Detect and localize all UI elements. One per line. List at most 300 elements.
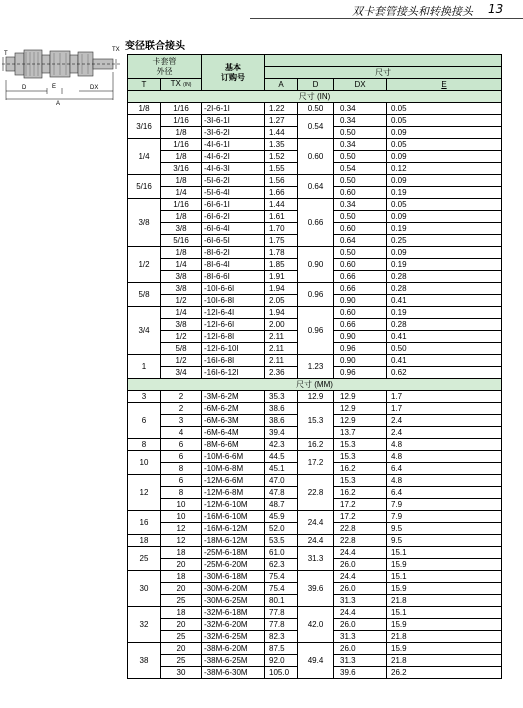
cell-a: 2.11 — [265, 331, 298, 343]
cell-order-number: -6M-6-2M — [202, 403, 265, 415]
cell-order-number: -38M-6-20M — [202, 643, 265, 655]
cell-e: 15.9 — [387, 619, 502, 631]
cell-order-number: -8I-6-2I — [202, 247, 265, 259]
cell-order-number: -6M-6-4M — [202, 427, 265, 439]
cell-order-number: -10M-6-8M — [202, 463, 265, 475]
cell-tx: 3/16 — [161, 163, 202, 175]
table-row — [128, 175, 502, 187]
cell-e: 0.25 — [387, 235, 502, 247]
cell-dx: 31.3 — [334, 655, 387, 667]
cell-dx: 0.34 — [334, 139, 387, 151]
header-blank — [265, 55, 502, 67]
cell-order-number: -30M-6-18M — [202, 571, 265, 583]
cell-dx: 15.3 — [334, 451, 387, 463]
cell-e: 0.28 — [387, 319, 502, 331]
cell-tx: 25 — [161, 631, 202, 643]
cell-e: 0.28 — [387, 283, 502, 295]
unit-section-label: 尺寸 (MM) — [128, 379, 502, 391]
cell-order-number: -5I-6-4I — [202, 187, 265, 199]
cell-e: 6.4 — [387, 487, 502, 499]
cell-tx: 1/8 — [161, 247, 202, 259]
cell-e: 26.2 — [387, 667, 502, 679]
cell-d: 31.3 — [298, 547, 334, 571]
cell-order-number: -16M-6-10M — [202, 511, 265, 523]
cell-dx: 15.3 — [334, 475, 387, 487]
cell-order-number: -12I-6-10I — [202, 343, 265, 355]
label-t: T — [4, 51, 8, 57]
cell-a: 75.4 — [265, 571, 298, 583]
unit-section-row — [128, 379, 502, 391]
cell-t: 12 — [128, 475, 161, 511]
cell-dx: 31.3 — [334, 595, 387, 607]
section-title: 变径联合接头 — [125, 41, 185, 52]
cell-t: 38 — [128, 643, 161, 679]
cell-dx: 16.2 — [334, 463, 387, 475]
cell-tx: 1/4 — [161, 259, 202, 271]
cell-a: 87.5 — [265, 643, 298, 655]
cell-e: 1.7 — [387, 391, 502, 403]
cell-dx: 0.66 — [334, 319, 387, 331]
cell-a: 105.0 — [265, 667, 298, 679]
cell-dx: 26.0 — [334, 619, 387, 631]
cell-dx: 31.3 — [334, 631, 387, 643]
header-tx — [161, 79, 202, 91]
cell-dx: 0.50 — [334, 175, 387, 187]
cell-a: 1.52 — [265, 151, 298, 163]
cell-a: 1.27 — [265, 115, 298, 127]
cell-tx: 1/16 — [161, 103, 202, 115]
cell-a: 1.70 — [265, 223, 298, 235]
header-dx: DX — [334, 79, 387, 91]
cell-e: 15.9 — [387, 583, 502, 595]
cell-t: 3 — [128, 391, 161, 403]
label-tx: TX — [112, 47, 120, 53]
cell-a: 44.5 — [265, 451, 298, 463]
cell-order-number: -3M-6-2M — [202, 391, 265, 403]
header-t: T — [128, 79, 161, 91]
cell-order-number: -3I-6-1I — [202, 115, 265, 127]
cell-dx: 15.3 — [334, 439, 387, 451]
header-ferrule-od: 卡套管 外径 — [128, 55, 202, 79]
cell-d: 17.2 — [298, 451, 334, 475]
cell-dx: 12.9 — [334, 403, 387, 415]
cell-tx: 1/2 — [161, 295, 202, 307]
cell-e: 15.1 — [387, 607, 502, 619]
cell-order-number: -2I-6-1I — [202, 103, 265, 115]
cell-dx: 0.66 — [334, 271, 387, 283]
cell-order-number: -12M-6-6M — [202, 475, 265, 487]
cell-d: 0.60 — [298, 139, 334, 175]
cell-e: 0.09 — [387, 211, 502, 223]
cell-e: 9.5 — [387, 523, 502, 535]
table-row — [128, 475, 502, 487]
cell-dx: 24.4 — [334, 547, 387, 559]
cell-e: 7.9 — [387, 499, 502, 511]
cell-a: 80.1 — [265, 595, 298, 607]
cell-d: 1.23 — [298, 355, 334, 379]
cell-dx: 0.34 — [334, 199, 387, 211]
cell-dx: 0.54 — [334, 163, 387, 175]
table-row — [128, 511, 502, 523]
cell-e: 0.62 — [387, 367, 502, 379]
cell-order-number: -25M-6-20M — [202, 559, 265, 571]
cell-e: 9.5 — [387, 535, 502, 547]
cell-e: 15.1 — [387, 547, 502, 559]
cell-e: 4.8 — [387, 475, 502, 487]
page-header — [0, 0, 523, 22]
cell-order-number: -12I-6-8I — [202, 331, 265, 343]
cell-a: 53.5 — [265, 535, 298, 547]
cell-a: 38.6 — [265, 403, 298, 415]
cell-t: 1/8 — [128, 103, 161, 115]
table-row — [128, 439, 502, 451]
cell-tx: 1/2 — [161, 355, 202, 367]
cell-dx: 0.60 — [334, 223, 387, 235]
cell-a: 39.4 — [265, 427, 298, 439]
cell-d: 0.96 — [298, 283, 334, 307]
cell-e: 7.9 — [387, 511, 502, 523]
cell-dx: 0.34 — [334, 103, 387, 115]
cell-tx: 1/16 — [161, 115, 202, 127]
cell-tx: 1/8 — [161, 127, 202, 139]
table-row — [128, 535, 502, 547]
cell-dx: 24.4 — [334, 607, 387, 619]
cell-t: 1/2 — [128, 247, 161, 283]
cell-tx: 3 — [161, 415, 202, 427]
cell-t: 16 — [128, 511, 161, 535]
table-row — [128, 283, 502, 295]
reducing-union-table — [127, 54, 502, 679]
cell-order-number: -18M-6-12M — [202, 535, 265, 547]
cell-tx: 18 — [161, 607, 202, 619]
label-d: D — [22, 85, 27, 91]
cell-dx: 12.9 — [334, 391, 387, 403]
cell-dx: 22.8 — [334, 523, 387, 535]
cell-d: 39.6 — [298, 571, 334, 607]
cell-a: 35.3 — [265, 391, 298, 403]
cell-a: 52.0 — [265, 523, 298, 535]
cell-order-number: -4I-6-2I — [202, 151, 265, 163]
cell-e: 15.1 — [387, 571, 502, 583]
cell-d: 0.66 — [298, 199, 334, 247]
table-body — [128, 91, 502, 679]
cell-tx: 3/8 — [161, 319, 202, 331]
cell-dx: 26.0 — [334, 583, 387, 595]
cell-a: 2.00 — [265, 319, 298, 331]
cell-d: 0.96 — [298, 307, 334, 355]
cell-dx: 16.2 — [334, 487, 387, 499]
cell-dx: 0.34 — [334, 115, 387, 127]
cell-d: 42.0 — [298, 607, 334, 643]
cell-tx: 20 — [161, 643, 202, 655]
table-row — [128, 139, 502, 151]
cell-tx: 3/8 — [161, 271, 202, 283]
cell-order-number: -16I-6-12I — [202, 367, 265, 379]
cell-d: 49.4 — [298, 643, 334, 679]
cell-a: 2.11 — [265, 343, 298, 355]
label-e: E — [52, 84, 57, 90]
cell-t: 32 — [128, 607, 161, 643]
cell-a: 2.05 — [265, 295, 298, 307]
table-row — [128, 307, 502, 319]
cell-order-number: -6I-6-4I — [202, 223, 265, 235]
cell-tx: 10 — [161, 511, 202, 523]
cell-d: 24.4 — [298, 511, 334, 535]
cell-e: 0.19 — [387, 307, 502, 319]
cell-dx: 0.64 — [334, 235, 387, 247]
cell-tx: 2 — [161, 391, 202, 403]
cell-tx: 18 — [161, 547, 202, 559]
cell-t: 1 — [128, 355, 161, 379]
cell-e: 0.19 — [387, 259, 502, 271]
cell-order-number: -8I-6-6I — [202, 271, 265, 283]
header-tx-unit: (IN) — [183, 82, 192, 88]
cell-e: 0.05 — [387, 115, 502, 127]
cell-a: 1.78 — [265, 247, 298, 259]
table-row — [128, 607, 502, 619]
cell-tx: 8 — [161, 487, 202, 499]
cell-d: 0.90 — [298, 247, 334, 283]
cell-tx: 18 — [161, 571, 202, 583]
cell-e: 4.8 — [387, 451, 502, 463]
table-row — [128, 571, 502, 583]
cell-a: 1.66 — [265, 187, 298, 199]
cell-e: 2.4 — [387, 427, 502, 439]
cell-a: 47.0 — [265, 475, 298, 487]
cell-d: 22.8 — [298, 475, 334, 511]
cell-tx: 25 — [161, 655, 202, 667]
cell-a: 45.9 — [265, 511, 298, 523]
cell-a: 62.3 — [265, 559, 298, 571]
cell-e: 15.9 — [387, 643, 502, 655]
cell-tx: 3/8 — [161, 223, 202, 235]
cell-e: 0.09 — [387, 247, 502, 259]
cell-e: 0.09 — [387, 175, 502, 187]
table-row — [128, 391, 502, 403]
cell-e: 1.7 — [387, 403, 502, 415]
cell-a: 1.44 — [265, 199, 298, 211]
table-row — [128, 247, 502, 259]
cell-e: 0.09 — [387, 151, 502, 163]
cell-tx: 20 — [161, 559, 202, 571]
cell-t: 5/8 — [128, 283, 161, 307]
cell-a: 1.61 — [265, 211, 298, 223]
header-e: E — [387, 79, 502, 91]
table-header — [128, 55, 502, 91]
cell-order-number: -5I-6-2I — [202, 175, 265, 187]
cell-dx: 26.0 — [334, 559, 387, 571]
table-row — [128, 199, 502, 211]
fitting-diagram — [2, 44, 124, 106]
cell-tx: 3/4 — [161, 367, 202, 379]
cell-order-number: -30M-6-25M — [202, 595, 265, 607]
page-number: 13 — [488, 2, 504, 16]
table-row — [128, 103, 502, 115]
cell-order-number: -25M-6-18M — [202, 547, 265, 559]
cell-a: 1.35 — [265, 139, 298, 151]
cell-dx: 26.0 — [334, 643, 387, 655]
cell-tx: 20 — [161, 583, 202, 595]
header-dimensions: 尺寸 — [265, 67, 502, 79]
cell-order-number: -8M-6-6M — [202, 439, 265, 451]
cell-order-number: -10I-6-6I — [202, 283, 265, 295]
cell-dx: 0.90 — [334, 355, 387, 367]
cell-e: 0.12 — [387, 163, 502, 175]
cell-order-number: -32M-6-18M — [202, 607, 265, 619]
cell-dx: 0.66 — [334, 283, 387, 295]
cell-dx: 0.60 — [334, 259, 387, 271]
cell-d: 24.4 — [298, 535, 334, 547]
cell-t: 8 — [128, 439, 161, 451]
cell-tx: 1/16 — [161, 199, 202, 211]
cell-a: 42.3 — [265, 439, 298, 451]
cell-e: 6.4 — [387, 463, 502, 475]
cell-order-number: -10I-6-8I — [202, 295, 265, 307]
cell-e: 21.8 — [387, 655, 502, 667]
cell-order-number: -12M-6-10M — [202, 499, 265, 511]
cell-a: 82.3 — [265, 631, 298, 643]
cell-e: 0.41 — [387, 355, 502, 367]
cell-e: 0.19 — [387, 187, 502, 199]
cell-tx: 1/16 — [161, 139, 202, 151]
cell-tx: 30 — [161, 667, 202, 679]
cell-tx: 10 — [161, 499, 202, 511]
cell-tx: 1/8 — [161, 175, 202, 187]
cell-tx: 1/4 — [161, 187, 202, 199]
cell-order-number: -32M-6-25M — [202, 631, 265, 643]
cell-t: 18 — [128, 535, 161, 547]
cell-dx: 0.96 — [334, 367, 387, 379]
cell-d: 0.54 — [298, 115, 334, 139]
cell-tx: 12 — [161, 523, 202, 535]
cell-dx: 17.2 — [334, 511, 387, 523]
cell-a: 77.8 — [265, 607, 298, 619]
cell-t: 3/4 — [128, 307, 161, 355]
cell-dx: 22.8 — [334, 535, 387, 547]
cell-a: 2.36 — [265, 367, 298, 379]
table-row — [128, 547, 502, 559]
cell-dx: 12.9 — [334, 415, 387, 427]
cell-order-number: -6I-6-2I — [202, 211, 265, 223]
cell-order-number: -16M-6-12M — [202, 523, 265, 535]
cell-e: 4.8 — [387, 439, 502, 451]
cell-a: 38.6 — [265, 415, 298, 427]
cell-d: 0.64 — [298, 175, 334, 199]
cell-e: 0.05 — [387, 103, 502, 115]
cell-dx: 0.90 — [334, 331, 387, 343]
cell-tx: 3/8 — [161, 283, 202, 295]
cell-a: 92.0 — [265, 655, 298, 667]
table-row — [128, 403, 502, 415]
cell-dx: 0.60 — [334, 187, 387, 199]
cell-d: 16.2 — [298, 439, 334, 451]
cell-a: 1.94 — [265, 283, 298, 295]
cell-t: 5/16 — [128, 175, 161, 199]
cell-dx: 0.50 — [334, 247, 387, 259]
cell-tx: 2 — [161, 403, 202, 415]
cell-dx: 0.50 — [334, 127, 387, 139]
cell-dx: 13.7 — [334, 427, 387, 439]
cell-tx: 6 — [161, 451, 202, 463]
cell-tx: 6 — [161, 475, 202, 487]
cell-a: 45.1 — [265, 463, 298, 475]
cell-t: 30 — [128, 571, 161, 607]
cell-a: 75.4 — [265, 583, 298, 595]
cell-e: 21.8 — [387, 631, 502, 643]
label-dx: DX — [90, 85, 99, 91]
cell-order-number: -38M-6-25M — [202, 655, 265, 667]
cell-dx: 17.2 — [334, 499, 387, 511]
cell-tx: 25 — [161, 595, 202, 607]
cell-e: 15.9 — [387, 559, 502, 571]
cell-dx: 0.50 — [334, 151, 387, 163]
table-row — [128, 115, 502, 127]
cell-d: 12.9 — [298, 391, 334, 403]
cell-tx: 4 — [161, 427, 202, 439]
cell-order-number: -6I-6-5I — [202, 235, 265, 247]
cell-e: 0.05 — [387, 139, 502, 151]
table-row — [128, 643, 502, 655]
cell-tx: 12 — [161, 535, 202, 547]
cell-order-number: -12I-6-6I — [202, 319, 265, 331]
cell-e: 21.8 — [387, 595, 502, 607]
cell-order-number: -3I-6-2I — [202, 127, 265, 139]
cell-e: 0.41 — [387, 295, 502, 307]
cell-dx: 39.6 — [334, 667, 387, 679]
cell-t: 25 — [128, 547, 161, 571]
cell-a: 1.56 — [265, 175, 298, 187]
cell-order-number: -6M-6-3M — [202, 415, 265, 427]
cell-order-number: -4I-6-3I — [202, 163, 265, 175]
cell-order-number: -16I-6-8I — [202, 355, 265, 367]
header-basic-order: 基本 订购号 — [202, 55, 265, 91]
cell-e: 0.05 — [387, 199, 502, 211]
cell-e: 0.50 — [387, 343, 502, 355]
cell-order-number: -4I-6-1I — [202, 139, 265, 151]
cell-a: 1.94 — [265, 307, 298, 319]
cell-d: 15.3 — [298, 403, 334, 439]
cell-e: 2.4 — [387, 415, 502, 427]
cell-order-number: -10M-6-6M — [202, 451, 265, 463]
cell-order-number: -12I-6-4I — [202, 307, 265, 319]
cell-a: 1.75 — [265, 235, 298, 247]
cell-dx: 0.50 — [334, 211, 387, 223]
cell-t: 10 — [128, 451, 161, 475]
cell-t: 3/16 — [128, 115, 161, 139]
unit-section-label: 尺寸 (IN) — [128, 91, 502, 103]
header-title: 双卡套管接头和转换接头 — [352, 5, 473, 18]
cell-e: 0.28 — [387, 271, 502, 283]
cell-t: 6 — [128, 403, 161, 439]
cell-order-number: -30M-6-20M — [202, 583, 265, 595]
cell-e: 0.41 — [387, 331, 502, 343]
cell-tx: 8 — [161, 463, 202, 475]
unit-section-row — [128, 91, 502, 103]
cell-a: 61.0 — [265, 547, 298, 559]
table-row — [128, 451, 502, 463]
cell-a: 1.91 — [265, 271, 298, 283]
cell-tx: 6 — [161, 439, 202, 451]
cell-dx: 0.60 — [334, 307, 387, 319]
cell-a: 77.8 — [265, 619, 298, 631]
cell-order-number: -38M-6-30M — [202, 667, 265, 679]
cell-a: 47.8 — [265, 487, 298, 499]
cell-tx: 1/8 — [161, 151, 202, 163]
header-a: A — [265, 79, 298, 91]
cell-tx: 1/2 — [161, 331, 202, 343]
cell-order-number: -12M-6-8M — [202, 487, 265, 499]
cell-d: 0.50 — [298, 103, 334, 115]
